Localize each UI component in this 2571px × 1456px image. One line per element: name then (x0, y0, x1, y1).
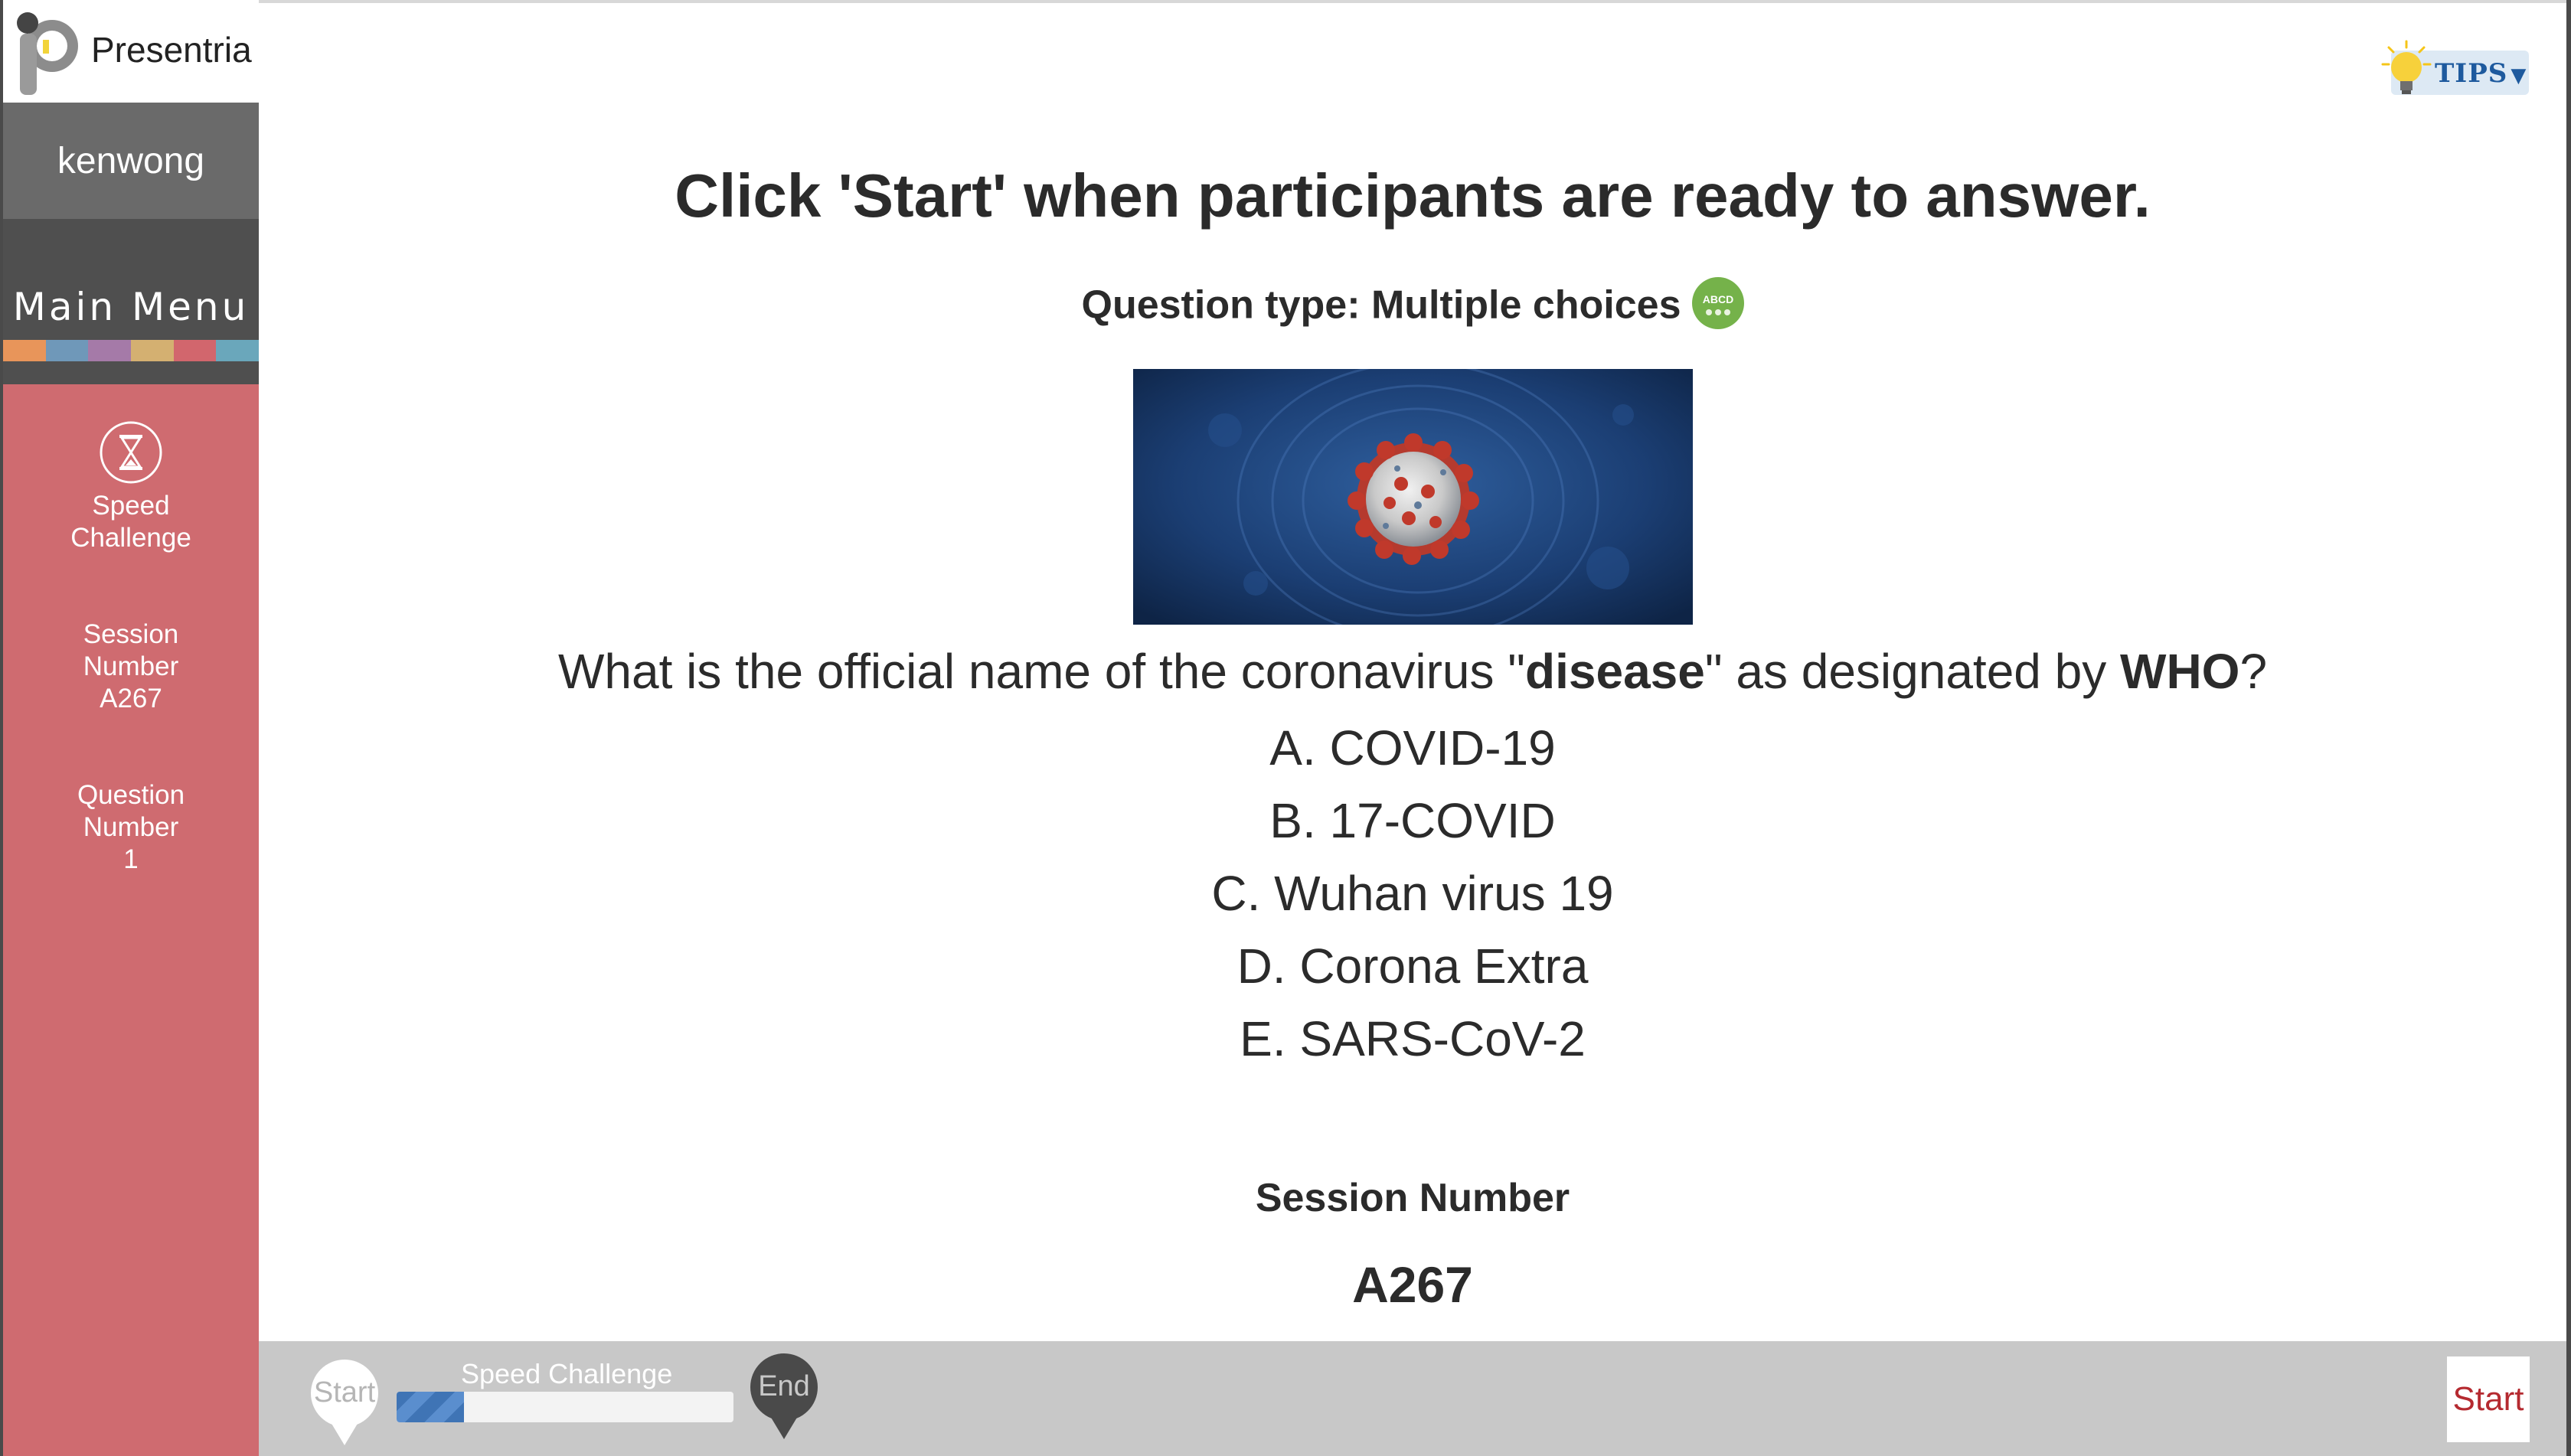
app-name: Presentria (91, 30, 252, 70)
instruction-heading: Click 'Start' when participants are ready to answer. (675, 162, 2151, 230)
question-label-line1: Question (77, 780, 185, 810)
question-text-part: disease (1525, 644, 1705, 699)
tips-label (2435, 58, 2527, 89)
svg-text:ABCD: ABCD (1702, 293, 1733, 305)
window-right-border (2566, 0, 2571, 1456)
choice-item: C. Wuhan virus 19 (1211, 866, 1614, 921)
color-stripe (3, 340, 46, 361)
sidebar-question-number (3, 779, 259, 876)
sidebar (3, 0, 259, 1456)
color-stripe (131, 340, 174, 361)
caret-down-icon: ▼ (2511, 64, 2527, 87)
sidebar-session-number (3, 619, 259, 715)
start-button[interactable]: Start (2447, 1356, 2530, 1442)
menu-color-stripes (3, 340, 259, 361)
question-type-row (259, 282, 2566, 334)
main-menu-button[interactable] (3, 219, 259, 384)
main-menu-label: Main Menu (12, 285, 250, 329)
tips-text: TIPS (2435, 58, 2508, 89)
hourglass-icon (98, 419, 164, 485)
question-text-part: ? (2239, 644, 2268, 699)
question-text (259, 643, 2566, 700)
question-number-value: 1 (123, 844, 139, 874)
session-value: A267 (100, 684, 162, 713)
progress-bar (397, 1392, 733, 1422)
color-stripe (88, 340, 131, 361)
session-label-line2: Number (83, 651, 179, 681)
coronavirus-image (1133, 369, 1693, 625)
choice-item: B. 17-COVID (1269, 793, 1556, 848)
user-name[interactable]: kenwong (3, 103, 259, 219)
window-top-border (0, 0, 2571, 3)
session-number-value: A267 (1352, 1256, 1473, 1313)
tips-button[interactable] (2380, 40, 2533, 101)
choice-item: D. Corona Extra (1236, 939, 1589, 994)
question-text-part: What is the official name of the coronavirus " (557, 644, 1525, 699)
speed-challenge-mode (3, 419, 259, 554)
start-marker-label: Start (313, 1376, 376, 1409)
progress-label: Speed Challenge (461, 1358, 673, 1389)
progress-fill (397, 1392, 464, 1422)
question-type-label: Question type: Multiple choices (1081, 282, 1681, 328)
mode-label-line1: Speed (92, 491, 170, 521)
logo-area (3, 0, 259, 103)
color-stripe (46, 340, 89, 361)
multiple-choice-icon (1692, 277, 1744, 329)
session-label-line1: Session (83, 619, 179, 649)
mode-label-line2: Challenge (70, 523, 191, 553)
end-marker-label: End (758, 1370, 810, 1402)
presentria-logo-icon (12, 11, 81, 95)
lightbulb-icon (2380, 40, 2433, 101)
question-label-line2: Number (83, 812, 179, 842)
choice-item: E. SARS-CoV-2 (1240, 1011, 1586, 1066)
color-stripe (216, 340, 259, 361)
start-marker (309, 1358, 380, 1448)
end-marker (749, 1352, 819, 1442)
session-number-label: Session Number (1255, 1176, 1570, 1220)
question-text-part: " as designated by (1704, 644, 2121, 699)
color-stripe (174, 340, 217, 361)
bottom-bar (259, 1341, 2566, 1456)
choice-item: A. COVID-19 (1269, 720, 1556, 775)
question-text-part: WHO (2120, 644, 2240, 699)
